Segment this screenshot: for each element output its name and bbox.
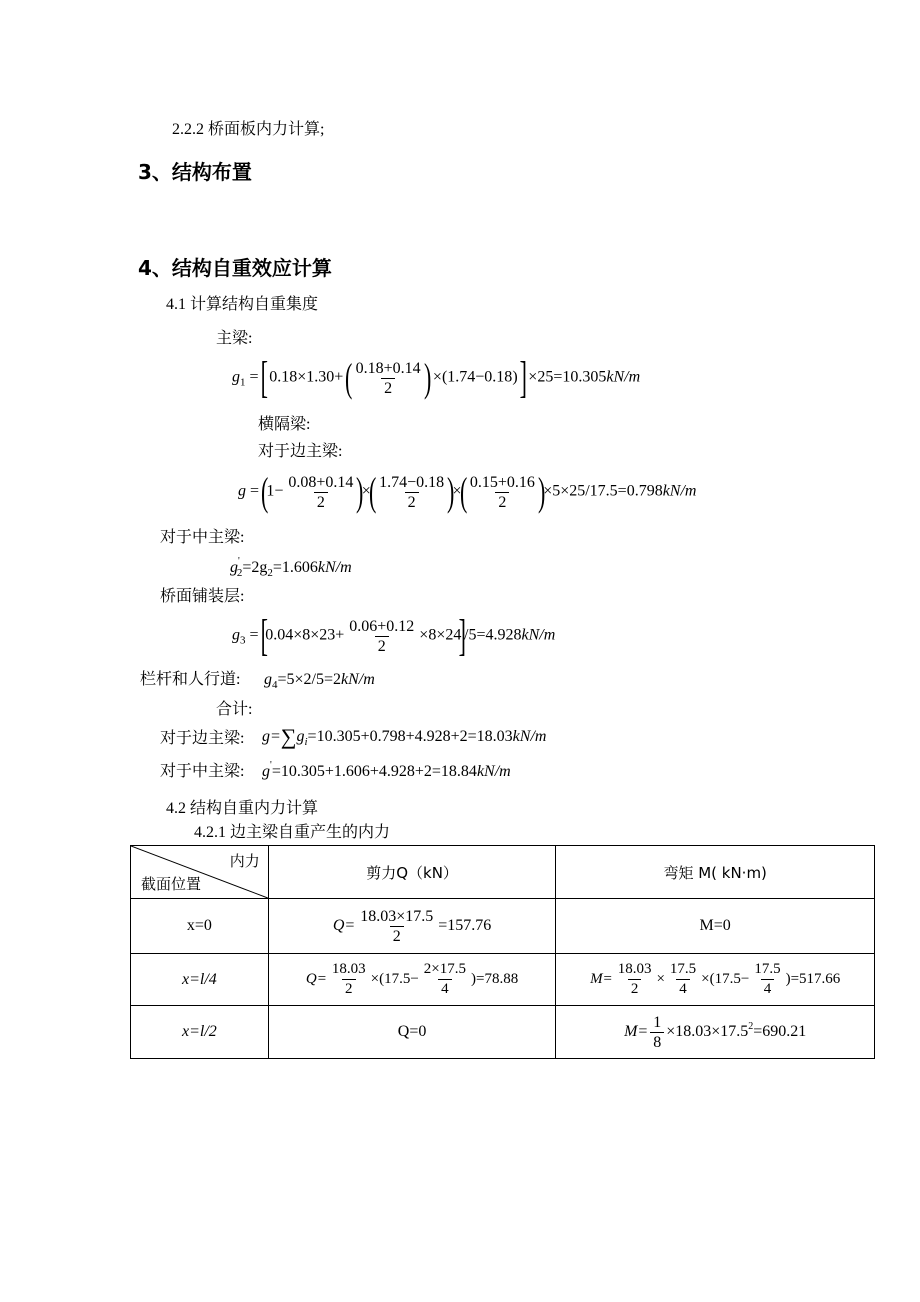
row-position: x=0: [131, 899, 269, 954]
shear-cell: Q= $\frac{18.03}{2}$ ×(17.5− $\frac{2\times 17.5}{4}$ )=78.88: [268, 954, 556, 1006]
heading-self-weight: 4、结构自重效应计算: [138, 256, 332, 280]
moment-cell: M= $\frac{18.03}{2}$ × $\frac{17.5}{4}$ ×(17.5− $\frac{17.5}{4}$ )=517.66: [556, 954, 875, 1006]
total-label: 合计:: [216, 701, 253, 718]
pavement-label: 桥面铺装层:: [160, 588, 245, 605]
main-beam-label: 主梁:: [216, 330, 253, 347]
moment-cell: M=0: [556, 899, 875, 954]
table-row: [131, 899, 875, 954]
corner-bottom-label: 截面位置: [141, 875, 202, 893]
table-row: [131, 1006, 875, 1059]
equation-g4: $g_4=5\times 2/5=2kN/m$: [264, 671, 375, 691]
moment-cell: M= $\frac{1}{8}$ $\times 18.03\times 17.5^2=690.21$: [556, 1006, 875, 1059]
railing-label: 栏杆和人行道:: [140, 671, 241, 688]
shear-cell: Q= $\frac{18.03\times 17.5}{2}$ =157.76: [268, 899, 556, 954]
equation-total-edge: $g=\sum g_i=10.305+0.798+4.928+2=18.03kN/m$: [262, 724, 547, 749]
equation-total-mid: g'=10.305+1.606+4.928+2=18.84kN/m: [262, 760, 511, 780]
heading-structure-layout: 3、结构布置: [138, 160, 252, 184]
equation-g3: $g_3 = [0.04\times 8\times 23+$ $\frac{0.06+0.12}{2}$ ×8×24]/5=4.928kN/m: [232, 611, 556, 660]
subsection-4-2-1: 4.2.1 边主梁自重产生的内力: [194, 824, 391, 841]
corner-top-label: 内力: [229, 852, 260, 870]
table-corner-cell: [131, 846, 269, 899]
diaphragm-label: 横隔梁:: [258, 416, 311, 433]
subsection-4-1: 4.1 计算结构自重集度: [166, 296, 319, 313]
table-header-row: [131, 846, 875, 899]
table-row: [131, 954, 875, 1006]
edge-beam-label: 对于边主梁:: [258, 443, 343, 460]
row-position: x=l/2: [131, 1006, 269, 1059]
equation-g1: $g_1$ = [ 0.18×1.30+ ( $\frac{0.18+0.14}{2}$ ) ×(1.74−0.18) ] ×25=10.305kN/m: [232, 353, 641, 402]
internal-force-table: [130, 845, 875, 1059]
mid-beam-label: 对于中主梁:: [160, 529, 245, 546]
column-header-shear: 剪力Q（kN）: [268, 846, 556, 899]
section-2-2-2: 2.2.2 桥面板内力计算;: [172, 121, 325, 138]
equation-g-diaphragm: g = (1− $\frac{0.08+0.14}{2}$ )×( $\frac{1.74-0.18}{2}$ )×( $\frac{0.15+0.16}{2}$ )×5×25/17.5=0.798kN/m: [238, 469, 697, 514]
subsection-4-2: 4.2 结构自重内力计算: [166, 800, 319, 817]
total-mid-label: 对于中主梁:: [160, 763, 245, 780]
row-position: x=l/4: [131, 954, 269, 1006]
equation-g2-prime: $g'_2=2g_2=1.606kN/m$: [230, 556, 352, 579]
shear-cell: Q=0: [268, 1006, 556, 1059]
total-edge-label: 对于边主梁:: [160, 730, 245, 747]
column-header-moment: 弯矩 M( kN·m): [556, 846, 875, 899]
